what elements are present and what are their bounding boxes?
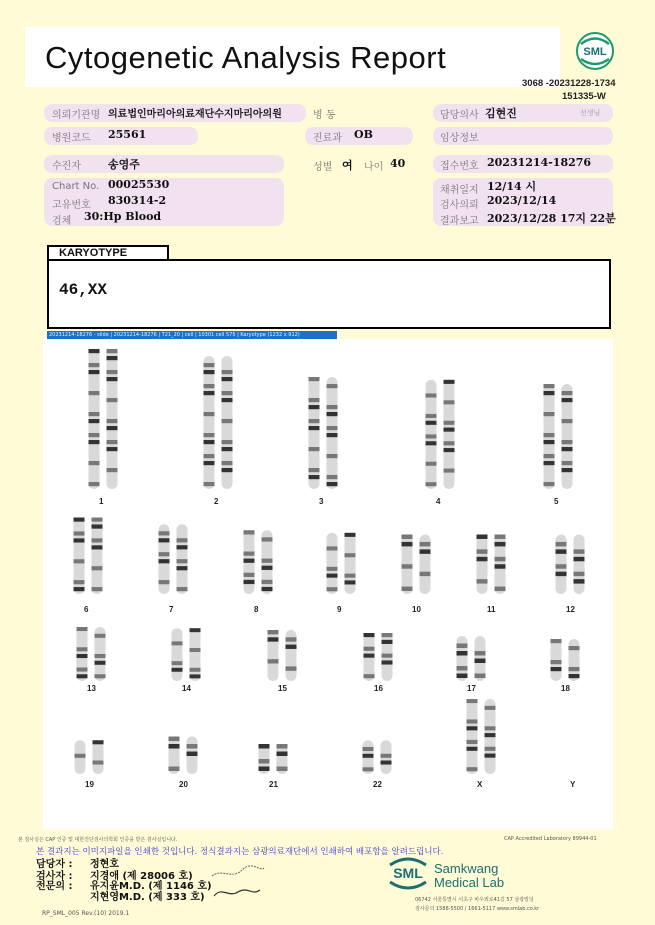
chromosome-20-b [187, 737, 198, 775]
karyotype-box [47, 259, 611, 329]
chromosome-4-a [426, 380, 437, 489]
chromosome-11-b [495, 535, 506, 595]
chromosome-20-a [169, 737, 180, 775]
receipt-value: 20231214-18276 [487, 156, 592, 169]
receipt-label: 접수번호 [440, 161, 479, 172]
sex-label: 성별 [313, 162, 333, 173]
form-code: RP_SML_005 Rev.(10) 2019.1 [42, 910, 130, 917]
chromosome-16-a [364, 633, 375, 681]
staff-name-1: 지경애 (제 28006 호) [90, 871, 193, 882]
chromosome-3-b [327, 377, 338, 489]
chromosome-label-Y: Y [570, 780, 576, 789]
notice-text: 본 결과지는 이미지파일을 인쇄한 것입니다. 정식결과지는 삼광의료재단에서 인쇄하여 배포함을 알려드립니다. [36, 847, 444, 857]
chromosome-17-b [475, 636, 486, 681]
logo-text: SML [583, 46, 607, 58]
chromosome-17-a [457, 636, 468, 681]
chromosome-13-a [77, 627, 88, 681]
age-value: 40 [390, 157, 406, 170]
chromosome-9-a [327, 533, 338, 594]
accreditation-left: 본 검사실은 CAP 인증 및 대한진단검사의학회 인증을 받은 검사실입니다. [18, 837, 178, 843]
chromosome-11-a [477, 535, 488, 595]
chromosome-4-b [444, 380, 455, 489]
dept-label: 진료과 [313, 133, 342, 144]
report-id-line2: 151335-W [562, 91, 606, 102]
hospital-code-label: 병원코드 [52, 133, 91, 144]
chromosome-2-b [222, 356, 233, 489]
sex-value: 여 [342, 159, 353, 172]
chromosome-label-22: 22 [373, 780, 382, 789]
chromosome-label-21: 21 [269, 780, 278, 789]
specimen-label: 검체 [52, 216, 72, 227]
staff-role-2: 전문의 : [36, 881, 73, 892]
chromosome-label-14: 14 [182, 684, 191, 693]
sml-logo-icon [575, 31, 615, 71]
chromosome-label-20: 20 [179, 780, 188, 789]
brand-line1: Samkwang [434, 861, 499, 876]
chromosome-19-a [75, 740, 86, 774]
hospital-code-value: 25561 [108, 128, 147, 141]
doctor-value: 김현진 [485, 107, 517, 120]
chart-label: Chart No. [52, 181, 100, 192]
chromosome-10-a [402, 535, 413, 595]
chromosome-label-2: 2 [214, 497, 219, 506]
test-value: 2023/12/14 [487, 194, 557, 207]
staff-name-0: 정현호 [90, 859, 119, 870]
chromosome-2-a [204, 356, 215, 489]
brand-line2: Medical Lab [434, 875, 505, 890]
chromosome-8-b [262, 530, 273, 594]
footer-logo-text: SML [393, 865, 423, 881]
karyotype-value: 46,XX [59, 281, 108, 299]
chromosome-21-a [259, 744, 270, 774]
chromosome-X-b [485, 699, 496, 774]
result-value: 2023/12/28 17지 22분 [487, 212, 616, 225]
age-label: 나이 [364, 162, 384, 173]
institution-value: 의료법인마리아의료재단수지마리아의원 [108, 109, 282, 120]
chromosome-12-b [574, 535, 585, 595]
chromosome-3-a [309, 377, 320, 489]
sml-footer-logo-icon [386, 855, 430, 891]
chromosome-14-a [172, 628, 183, 681]
karyogram-image [43, 339, 613, 829]
karyotype-tab: KARYOTYPE [47, 245, 169, 259]
result-label: 결과보고 [440, 216, 479, 227]
chromosome-7-a [159, 524, 170, 594]
chromosome-label-6: 6 [84, 605, 89, 614]
karyogram-svg [43, 339, 613, 829]
chromosome-label-X: X [477, 780, 483, 789]
chromosome-label-7: 7 [169, 605, 174, 614]
examinee-value: 송영주 [108, 158, 140, 171]
chromosome-18-b [569, 639, 580, 681]
chromosome-13-b [95, 627, 106, 681]
chromosome-10-b [420, 535, 431, 595]
chromosome-15-a [268, 630, 279, 681]
chromosome-8-a [244, 530, 255, 594]
chromosome-label-1: 1 [99, 497, 104, 506]
chromosome-label-18: 18 [561, 684, 570, 693]
staff-name-2: 유지윤M.D. (제 1146 호) [90, 881, 212, 892]
chromosome-6-a [74, 518, 85, 595]
chromosome-label-10: 10 [412, 605, 421, 614]
chromosome-label-15: 15 [278, 684, 287, 693]
chromosome-label-19: 19 [85, 780, 94, 789]
dept-value: OB [354, 128, 373, 141]
specimen-value: 30:Hp Blood [84, 210, 162, 223]
staff-role-1: 검사자 : [36, 871, 73, 882]
institution-label: 의뢰기관명 [52, 110, 101, 121]
chromosome-label-12: 12 [566, 605, 575, 614]
chromosome-22-a [363, 740, 374, 774]
chromosome-16-b [382, 633, 393, 681]
chromosome-label-8: 8 [254, 605, 259, 614]
chromosome-19-b [93, 740, 104, 774]
unique-value: 830314-2 [108, 194, 167, 207]
chromosome-5-b [562, 384, 573, 489]
doctor-suffix: 선생님 [580, 109, 601, 117]
chromosome-1-a [89, 349, 100, 489]
address: 06742 서울특별시 서초구 바우뫼로41길 57 삼광빌딩 [415, 897, 534, 903]
collect-value: 12/14 시 [487, 180, 537, 193]
signature-mark [208, 862, 268, 902]
chromosome-21-b [277, 744, 288, 774]
staff-name-3: 지현영M.D. (제 333 호) [90, 892, 205, 903]
chromosome-label-3: 3 [319, 497, 324, 506]
chromosome-6-b [92, 518, 103, 595]
examinee-label: 수진자 [52, 161, 81, 172]
image-caption: 20231214-18276 - slide | 20231214-18276 | T21_20 | cell | 10301 cell 575 | Karyotype (1232 x 912) [47, 331, 337, 339]
accreditation-right: CAP Accredited Laboratory 89944-01 [504, 836, 597, 842]
collect-label: 채취일지 [440, 185, 479, 196]
chromosome-7-b [177, 524, 188, 594]
clinical-label: 임상정보 [440, 133, 479, 144]
chromosome-label-17: 17 [467, 684, 476, 693]
chart-value: 00025530 [108, 178, 170, 191]
chromosome-X-a [467, 699, 478, 774]
chromosome-12-a [556, 535, 567, 595]
chromosome-22-b [381, 740, 392, 774]
unique-label: 고유번호 [52, 200, 91, 211]
chromosome-14-b [190, 628, 201, 681]
report-title: Cytogenetic Analysis Report [45, 40, 447, 75]
chromosome-label-16: 16 [374, 684, 383, 693]
chromosome-label-9: 9 [337, 605, 342, 614]
doctor-label: 담당의사 [440, 110, 479, 121]
chromosome-18-a [551, 639, 562, 681]
chromosome-1-b [107, 349, 118, 489]
test-label: 검사의뢰 [440, 200, 479, 211]
chromosome-label-11: 11 [487, 605, 496, 614]
chromosome-label-5: 5 [554, 497, 559, 506]
chromosome-9-b [345, 533, 356, 594]
ward-label: 병 동 [313, 110, 336, 121]
chromosome-label-13: 13 [87, 684, 96, 693]
chromosome-15-b [286, 630, 297, 681]
staff-role-0: 담당자 : [36, 859, 73, 870]
chromosome-label-4: 4 [436, 497, 441, 506]
report-id-line1: 3068 -20231228-1734 [522, 78, 616, 89]
contact: 검사문의 1588-5500 / 1661-5117 www.smlab.co.kr [415, 906, 540, 912]
chromosome-5-a [544, 384, 555, 489]
